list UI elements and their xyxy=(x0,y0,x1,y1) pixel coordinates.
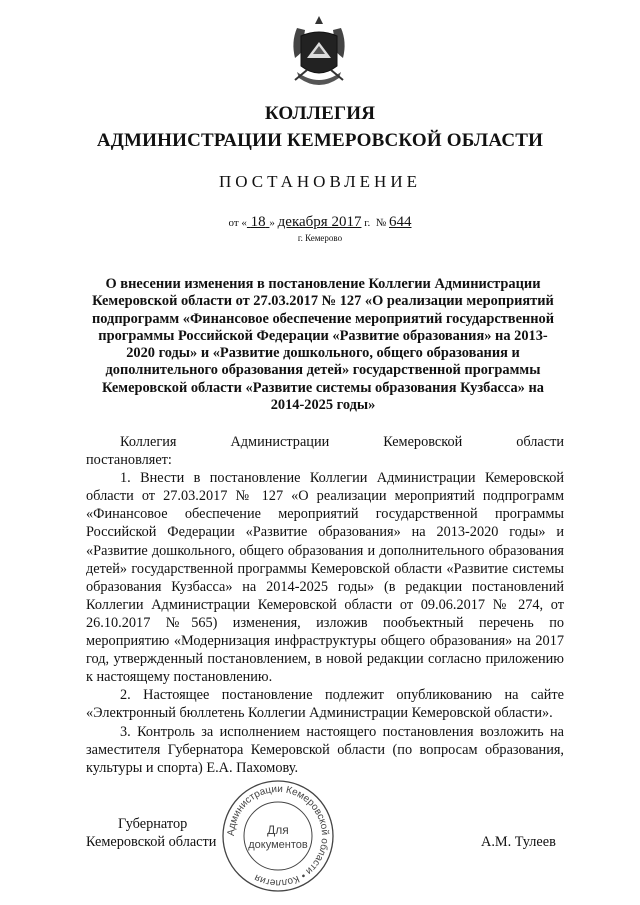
date-line xyxy=(0,214,640,231)
date-month-year: декабря 2017 xyxy=(277,214,362,230)
paragraph-3: 3. Контроль за исполнением настоящего постановления возложить на заместителя Губернатора Кемеровской области (по вопросам образования, культуры и спорта) Е.А. Пахомову. xyxy=(86,723,564,776)
intro-end: постановляет: xyxy=(86,452,172,469)
date-mid: » xyxy=(269,217,275,229)
coat-of-arms-emblem xyxy=(289,14,349,92)
document-body xyxy=(86,433,564,777)
stamp-center-line2: документов xyxy=(248,839,308,851)
date-prefix: от « xyxy=(228,217,247,229)
date-day: 18 xyxy=(250,214,266,230)
signer-title-line2: Кемеровской области xyxy=(86,834,217,850)
signer-name: А.М. Тулеев xyxy=(481,834,556,850)
document-number: 644 xyxy=(389,214,412,230)
intro-line: Коллегия Администрации Кемеровской области xyxy=(120,434,564,450)
city: г. Кемерово xyxy=(297,233,343,243)
date-year-suffix: г. xyxy=(364,217,371,229)
stamp-ring-text: Администрации Кемеровской области • Коллегия xyxy=(225,783,331,889)
org-title-line1: КОЛЛЕГИЯ xyxy=(264,103,376,124)
number-prefix: № xyxy=(375,217,387,229)
paragraph-1: 1. Внести в постановление Коллегии Администрации Кемеровской области от 27.03.2017 № 127 «О реализации мероприятий подпрограмм «Финансовое обеспечение мероприятий государственной программы Российской Федерации «Развитие образования» на 2013-2020 годы» и «Развитие дошкольного, общего образования и дополнительного образования детей» государственной программы Кемеровской области «Развитие системы образования Кузбасса» на 2014-2025 годы» (в редакции постановлений Коллегии Администрации Кемеровской области от 09.06.2017 № 274, от 26.10.2017 №565) изменения, изложив пообъектный перечень по мероприятию «Модернизация инфраструктуры общего образования» на 2017 год, утвержденный постановлением, в новой редакции согласно приложению к настоящему постановлению. xyxy=(86,470,564,686)
document-type: ПОСТАНОВЛЕНИЕ xyxy=(218,172,421,191)
stamp-center-line1: Для xyxy=(267,823,289,837)
official-stamp xyxy=(220,778,336,894)
paragraph-2: 2. Настоящее постановление подлежит опубликованию на сайте «Электронный бюллетень Коллегии Администрации Кемеровской области». xyxy=(86,687,564,722)
signer-title-line1: Губернатор xyxy=(118,816,188,832)
document-subject: О внесении изменения в постановление Коллегии Администрации Кемеровской области от 27.03.2017 № 127 «О реализации мероприятий подпрограмм «Финансовое обеспечение мероприятий государственной программы Российской Федерации «Развитие образования» на 2013-2020 годы» и «Развитие дошкольного, общего образования и дополнительного образования детей» государственной программы Кемеровской области «Развитие системы образования Кузбасса» на 2014-2025 годы» xyxy=(91,276,555,414)
org-title-line2: АДМИНИСТРАЦИИ КЕМЕРОВСКОЙ ОБЛАСТИ xyxy=(96,130,544,151)
